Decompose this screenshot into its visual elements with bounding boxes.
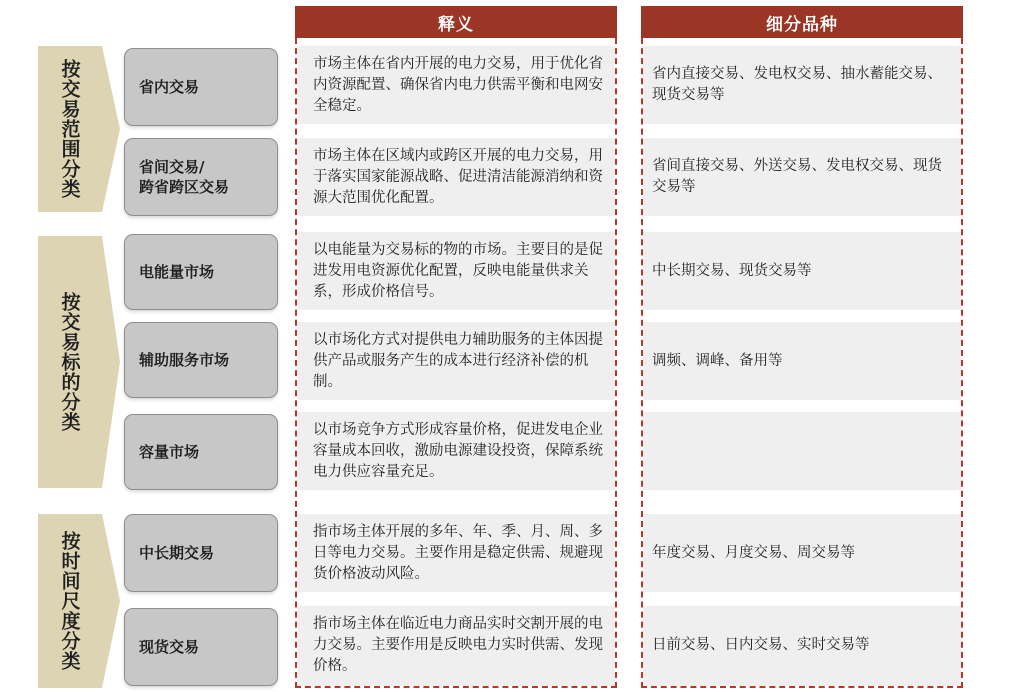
group-scope: [38, 46, 120, 212]
chevron-right-icon: [102, 514, 120, 688]
group-label: 按交易标的分类: [58, 292, 81, 432]
subtypes-text: 省间直接交易、外送交易、发电权交易、现货交易等: [652, 158, 942, 195]
definition-text: 指市场主体在临近电力商品实时交割开展的电力交易。主要作用是反映电力实时供需、发现价格。: [313, 615, 603, 674]
definition-header: 释义: [295, 6, 617, 38]
definition-text: 市场主体在省内开展的电力交易，用于优化省内资源配置、确保省内电力供需平衡和电网安全稳定。: [313, 55, 603, 114]
category-box: 辅助服务市场: [124, 322, 278, 398]
definition-text: 以市场竞争方式形成容量价格，促进发电企业容量成本回收，激励电源建设投资，保障系统电力供应容量充足。: [313, 421, 603, 480]
subtypes-text: [652, 418, 952, 484]
category-box: 省间交易/ 跨省跨区交易: [124, 138, 278, 216]
subtypes-text: 日前交易、日内交易、实时交易等: [652, 636, 870, 653]
definition-text: 市场主体在区域内或跨区开展的电力交易，用于落实国家能源战略、促进清洁能源消纳和资源大范围优化配置。: [313, 147, 603, 206]
subtypes-text: 调频、调峰、备用等: [652, 352, 783, 369]
category-box: 容量市场: [124, 414, 278, 490]
subtypes-text: 中长期交易、现货交易等: [652, 262, 812, 279]
chevron-right-icon: [102, 236, 120, 488]
group-label: 按交易范围分类: [58, 59, 81, 199]
group-subject: [38, 236, 120, 488]
chevron-right-icon: [102, 46, 120, 212]
subtypes-text: 年度交易、月度交易、周交易等: [652, 544, 855, 561]
category-box: 中长期交易: [124, 514, 278, 592]
definition-text: 以市场化方式对提供电力辅助服务的主体因提供产品或服务产生的成本进行经济补偿的机制。: [313, 331, 603, 390]
subtypes-text: 省内直接交易、发电权交易、抽水蓄能交易、现货交易等: [652, 66, 942, 103]
group-label: 按时间尺度分类: [58, 531, 81, 671]
category-box: 省内交易: [124, 48, 278, 126]
definition-text: 以电能量为交易标的物的市场。主要目的是促进发用电资源优化配置，反映电能量供求关系，形成价格信号。: [313, 241, 603, 300]
definition-text: 指市场主体开展的多年、年、季、月、周、多日等电力交易。主要作用是稳定供需、规避现货价格波动风险。: [313, 523, 603, 582]
category-box: 电能量市场: [124, 234, 278, 310]
group-timescale: [38, 514, 120, 688]
category-box: 现货交易: [124, 608, 278, 686]
subtypes-header: 细分品种: [641, 6, 963, 38]
